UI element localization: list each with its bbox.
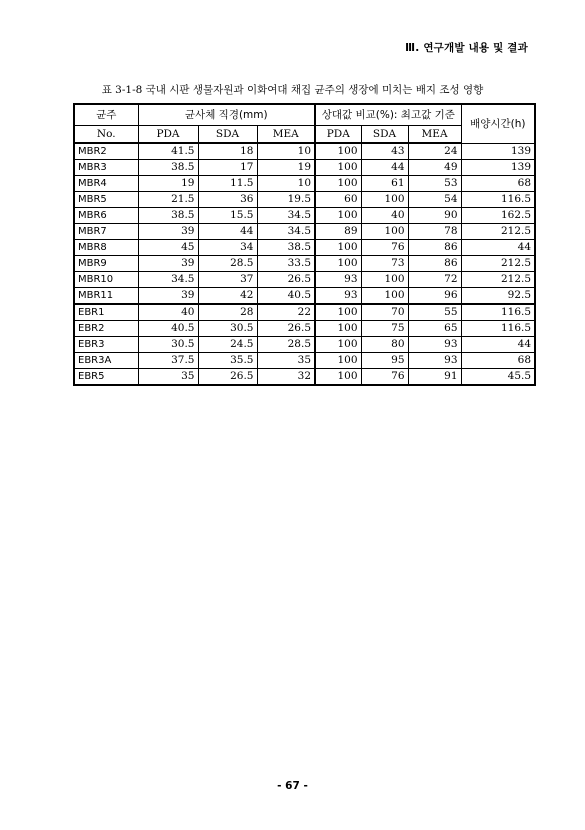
value-cell: 100 [361,288,408,305]
value-cell: 10 [257,176,315,192]
value-cell: 44 [361,160,408,176]
table-row [74,176,535,192]
table-row [74,208,535,224]
col-header-diameter-pda: PDA [138,126,198,144]
value-cell: 18 [198,143,257,160]
value-cell: 32 [257,369,315,386]
value-cell: 72 [408,272,461,288]
value-cell: 68 [461,176,535,192]
col-header-diameter-mea: MEA [257,126,315,144]
strain-header-bottom: No. [74,126,138,144]
value-cell: 65 [408,321,461,337]
value-cell: 39 [138,256,198,272]
value-cell: 44 [198,224,257,240]
value-cell: 34 [198,240,257,256]
strain-header-top: 균주 [74,104,138,126]
strain-name-cell: EBR5 [74,369,138,386]
diameter-group-header: 균사체 직경(mm) [138,104,315,126]
value-cell: 40 [361,208,408,224]
value-cell: 86 [408,256,461,272]
table-row [74,304,535,321]
value-cell: 100 [315,337,361,353]
running-header: Ⅲ. 연구개발 내용 및 결과 [405,42,528,54]
strain-name-cell: EBR3A [74,353,138,369]
value-cell: 41.5 [138,143,198,160]
col-header-diameter-sda: SDA [198,126,257,144]
value-cell: 212.5 [461,224,535,240]
col-header-relative-pda: PDA [315,126,361,144]
value-cell: 100 [361,192,408,208]
value-cell: 100 [315,353,361,369]
value-cell: 96 [408,288,461,305]
value-cell: 53 [408,176,461,192]
value-cell: 100 [315,256,361,272]
value-cell: 78 [408,224,461,240]
value-cell: 90 [408,208,461,224]
strain-name-cell: MBR8 [74,240,138,256]
value-cell: 35 [257,353,315,369]
table-row [74,369,535,386]
value-cell: 100 [315,160,361,176]
value-cell: 93 [408,353,461,369]
value-cell: 100 [315,176,361,192]
value-cell: 100 [315,304,361,321]
value-cell: 38.5 [138,208,198,224]
value-cell: 26.5 [257,272,315,288]
value-cell: 26.5 [257,321,315,337]
value-cell: 68 [461,353,535,369]
value-cell: 76 [361,369,408,386]
value-cell: 162.5 [461,208,535,224]
value-cell: 93 [315,288,361,305]
value-cell: 116.5 [461,304,535,321]
strain-name-cell: MBR3 [74,160,138,176]
value-cell: 100 [315,143,361,160]
value-cell: 28.5 [198,256,257,272]
table-row [74,272,535,288]
value-cell: 45.5 [461,369,535,386]
table-row [74,256,535,272]
value-cell: 37 [198,272,257,288]
value-cell: 38.5 [257,240,315,256]
strain-name-cell: MBR9 [74,256,138,272]
value-cell: 100 [315,208,361,224]
value-cell: 100 [315,240,361,256]
value-cell: 86 [408,240,461,256]
value-cell: 19 [138,176,198,192]
value-cell: 21.5 [138,192,198,208]
value-cell: 24 [408,143,461,160]
value-cell: 42 [198,288,257,305]
value-cell: 15.5 [198,208,257,224]
page-number: - 67 - [277,780,308,792]
value-cell: 39 [138,224,198,240]
col-header-relative-sda: SDA [361,126,408,144]
value-cell: 100 [361,224,408,240]
value-cell: 28 [198,304,257,321]
value-cell: 34.5 [257,224,315,240]
culture-time-header: 배양시간(h) [461,104,535,143]
value-cell: 33.5 [257,256,315,272]
value-cell: 100 [315,369,361,386]
value-cell: 19.5 [257,192,315,208]
strain-name-cell: MBR2 [74,143,138,160]
table-row [74,224,535,240]
value-cell: 89 [315,224,361,240]
strain-name-cell: MBR11 [74,288,138,305]
value-cell: 100 [315,321,361,337]
value-cell: 116.5 [461,192,535,208]
value-cell: 44 [461,337,535,353]
value-cell: 28.5 [257,337,315,353]
value-cell: 35.5 [198,353,257,369]
value-cell: 49 [408,160,461,176]
table-body [74,143,535,385]
table-row [74,240,535,256]
strain-name-cell: MBR7 [74,224,138,240]
value-cell: 43 [361,143,408,160]
table-caption: 표 3-1-8 국내 시판 생물자원과 이화여대 채집 균주의 생장에 미치는 배지 조성 영향 [101,84,484,96]
strain-name-cell: MBR10 [74,272,138,288]
table-row [74,321,535,337]
value-cell: 40.5 [138,321,198,337]
growth-table [73,103,536,386]
value-cell: 17 [198,160,257,176]
value-cell: 11.5 [198,176,257,192]
value-cell: 70 [361,304,408,321]
value-cell: 139 [461,160,535,176]
strain-name-cell: EBR1 [74,304,138,321]
value-cell: 116.5 [461,321,535,337]
value-cell: 95 [361,353,408,369]
value-cell: 91 [408,369,461,386]
value-cell: 75 [361,321,408,337]
strain-name-cell: EBR3 [74,337,138,353]
value-cell: 60 [315,192,361,208]
value-cell: 35 [138,369,198,386]
table-row [74,192,535,208]
value-cell: 40 [138,304,198,321]
value-cell: 93 [315,272,361,288]
value-cell: 61 [361,176,408,192]
value-cell: 30.5 [198,321,257,337]
value-cell: 44 [461,240,535,256]
relative-group-header: 상대값 비교(%): 최고값 기준 [315,104,461,126]
col-header-relative-mea: MEA [408,126,461,144]
value-cell: 10 [257,143,315,160]
value-cell: 80 [361,337,408,353]
value-cell: 39 [138,288,198,305]
strain-name-cell: MBR6 [74,208,138,224]
value-cell: 22 [257,304,315,321]
value-cell: 212.5 [461,256,535,272]
value-cell: 26.5 [198,369,257,386]
value-cell: 24.5 [198,337,257,353]
value-cell: 93 [408,337,461,353]
value-cell: 34.5 [138,272,198,288]
value-cell: 55 [408,304,461,321]
value-cell: 45 [138,240,198,256]
table-row [74,337,535,353]
value-cell: 30.5 [138,337,198,353]
value-cell: 76 [361,240,408,256]
table-row [74,353,535,369]
value-cell: 212.5 [461,272,535,288]
strain-name-cell: MBR4 [74,176,138,192]
value-cell: 54 [408,192,461,208]
value-cell: 40.5 [257,288,315,305]
value-cell: 19 [257,160,315,176]
strain-name-cell: MBR5 [74,192,138,208]
value-cell: 73 [361,256,408,272]
value-cell: 92.5 [461,288,535,305]
table-row [74,143,535,160]
value-cell: 38.5 [138,160,198,176]
strain-name-cell: EBR2 [74,321,138,337]
value-cell: 37.5 [138,353,198,369]
table-row [74,288,535,305]
value-cell: 36 [198,192,257,208]
table-row [74,160,535,176]
value-cell: 100 [361,272,408,288]
value-cell: 139 [461,143,535,160]
value-cell: 34.5 [257,208,315,224]
